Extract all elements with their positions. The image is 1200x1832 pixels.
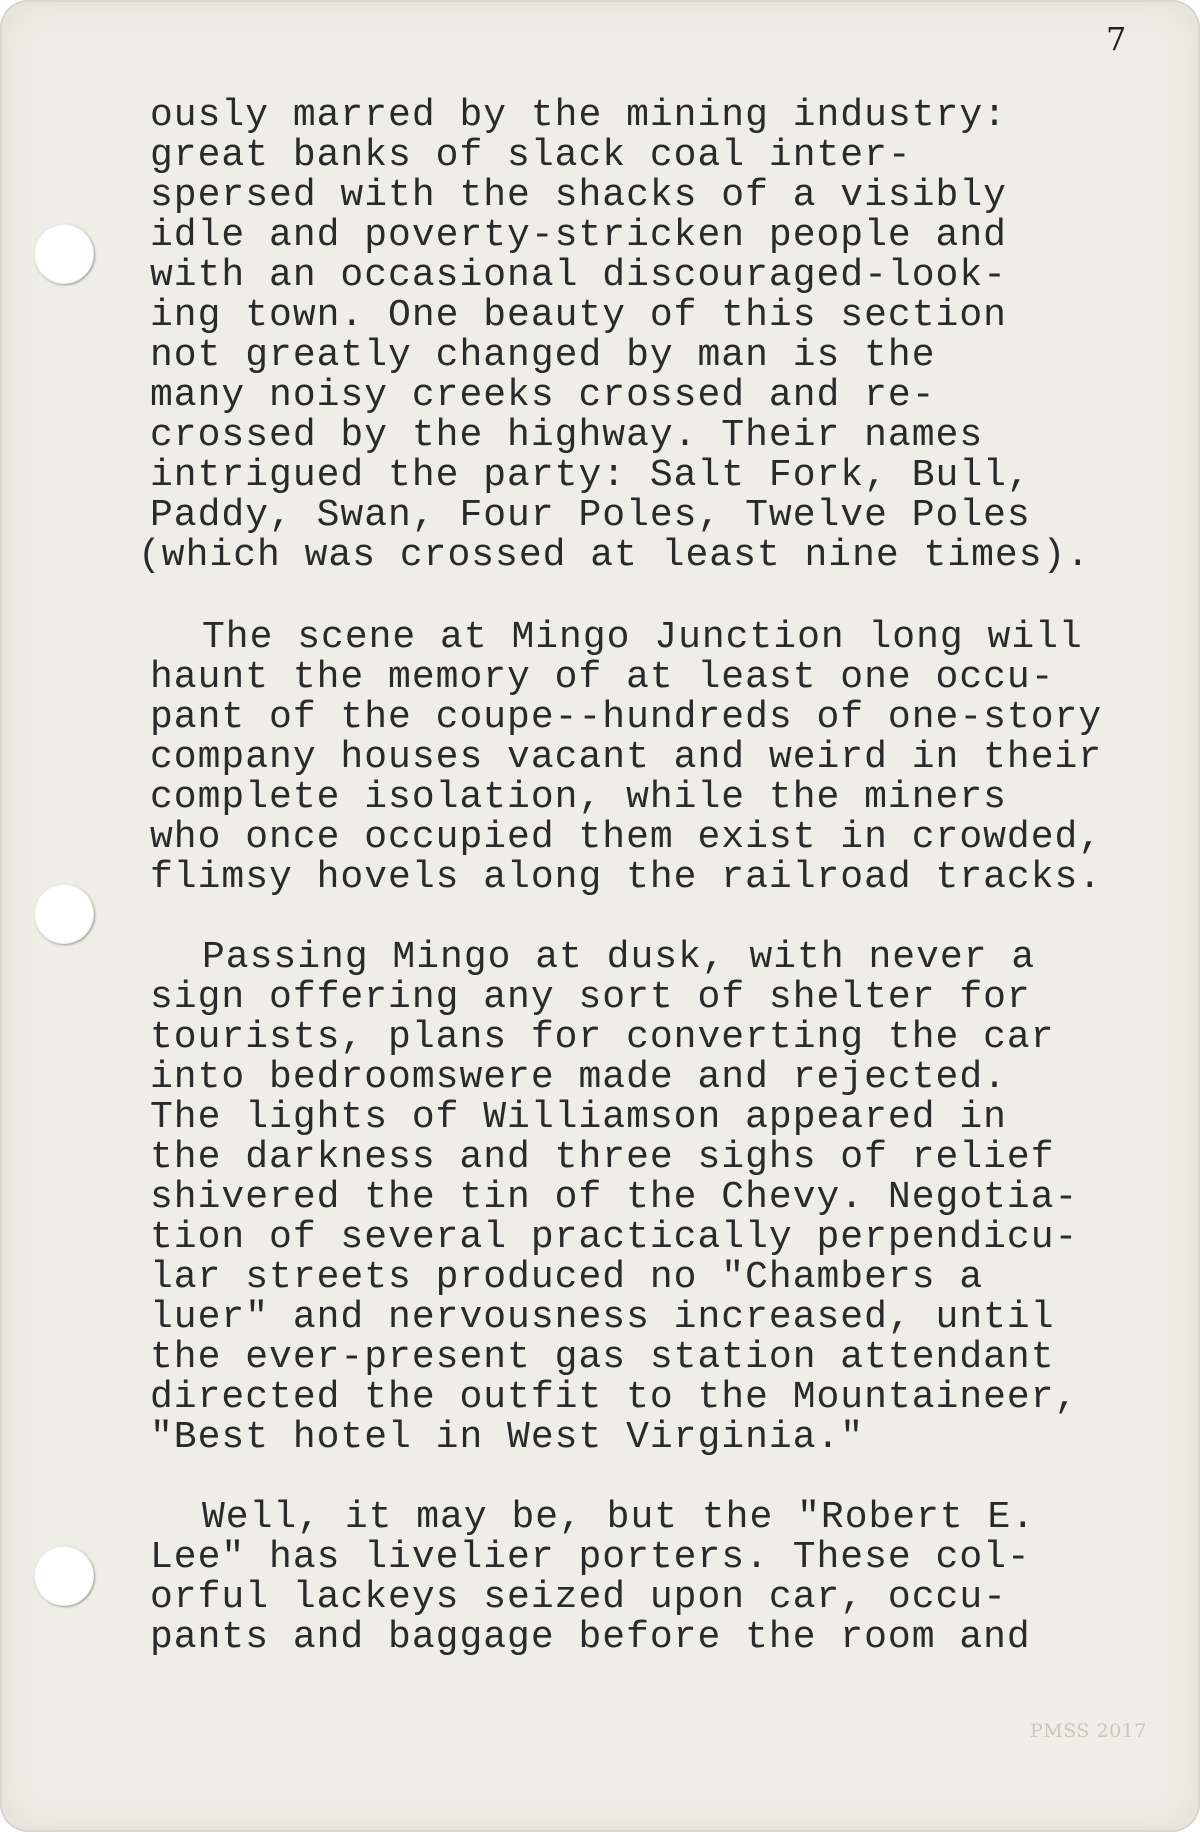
- paragraph-4: [150, 1498, 1170, 1658]
- text-line: "Best hotel in West Virginia.": [150, 1416, 865, 1459]
- text-line: Lee" has livelier porters. These col-: [150, 1536, 1031, 1579]
- text-line: pant of the coupe--hundreds of one-story: [150, 696, 1103, 739]
- paragraph-3: [150, 938, 1170, 1458]
- text-line: crossed by the highway. Their names: [150, 414, 984, 457]
- text-line: The lights of Williamson appeared in: [150, 1096, 1007, 1139]
- text-line: Paddy, Swan, Four Poles, Twelve Poles: [150, 494, 1031, 537]
- text-line: who once occupied them exist in crowded,: [150, 816, 1103, 859]
- text-line: intrigued the party: Salt Fork, Bull,: [150, 454, 1031, 497]
- text-line: ing town. One beauty of this section: [150, 294, 1007, 337]
- text-line: orful lackeys seized upon car, occu-: [150, 1576, 1007, 1619]
- text-line: spersed with the shacks of a visibly: [150, 174, 1007, 217]
- text-line: great banks of slack coal inter-: [150, 134, 912, 177]
- text-line: not greatly changed by man is the: [150, 334, 936, 377]
- text-line: (which was crossed at least nine times).: [138, 534, 1091, 577]
- paragraph-1: [138, 94, 1170, 577]
- text-line: Well, it may be, but the "Robert E.: [202, 1496, 1036, 1539]
- text-line: tion of several practically perpendicu-: [150, 1216, 1079, 1259]
- archive-watermark: PMSS 2017: [1030, 1720, 1147, 1742]
- text-line: the darkness and three sighs of relief: [150, 1136, 1055, 1179]
- text-line: with an occasional discouraged-look-: [150, 254, 1007, 297]
- paragraph-2: [150, 618, 1170, 898]
- text-line: the ever-present gas station attendant: [150, 1336, 1055, 1379]
- text-line: many noisy creeks crossed and re-: [150, 374, 936, 417]
- text-line: Passing Mingo at dusk, with never a: [202, 936, 1036, 979]
- text-line: flimsy hovels along the railroad tracks.: [150, 856, 1103, 899]
- text-line: directed the outfit to the Mountaineer,: [150, 1376, 1079, 1419]
- binder-hole-top: [34, 224, 94, 284]
- text-line: haunt the memory of at least one occu-: [150, 656, 1055, 699]
- text-line: company houses vacant and weird in their: [150, 736, 1103, 779]
- text-line: The scene at Mingo Junction long will: [202, 616, 1083, 659]
- text-line: into bedroomswere made and rejected.: [150, 1056, 1007, 1099]
- binder-hole-bottom: [34, 1546, 94, 1606]
- text-line: idle and poverty-stricken people and: [150, 214, 1007, 257]
- text-line: shivered the tin of the Chevy. Negotia-: [150, 1176, 1079, 1219]
- text-line: pants and baggage before the room and: [150, 1616, 1031, 1659]
- text-line: luer" and nervousness increased, until: [150, 1296, 1055, 1339]
- text-line: tourists, plans for converting the car: [150, 1016, 1055, 1059]
- page-number: 7: [1106, 20, 1127, 58]
- binder-hole-middle: [34, 884, 94, 944]
- text-line: complete isolation, while the miners: [150, 776, 1007, 819]
- text-line: ously marred by the mining industry:: [150, 94, 1007, 137]
- text-line: lar streets produced no "Chambers a: [150, 1256, 984, 1299]
- text-line: sign offering any sort of shelter for: [150, 976, 1031, 1019]
